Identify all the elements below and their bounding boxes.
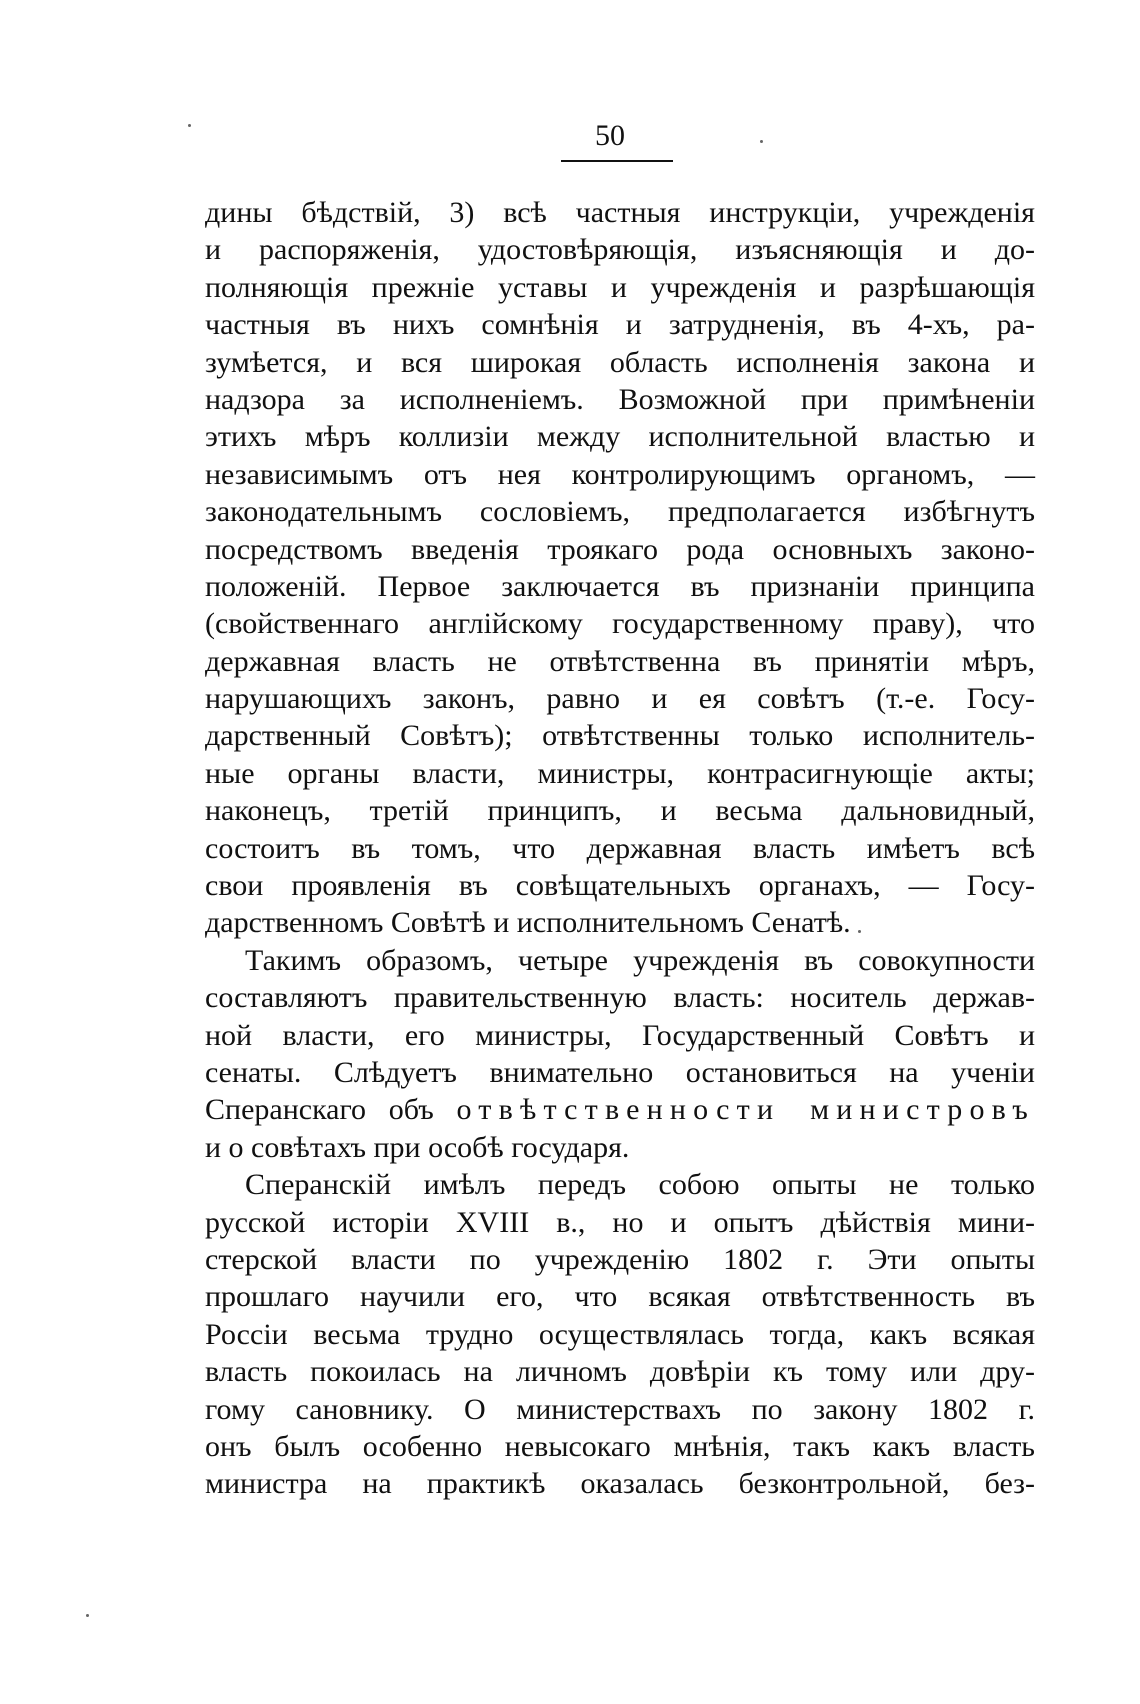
scan-speck [188,124,191,127]
scan-speck [760,140,763,143]
text-line: власть покоилась на личномъ довѣріи къ тому или дру- [205,1355,1035,1389]
text-line: и распоряженія, удостовѣряющія, изъясняющія и до- [205,233,1035,267]
text-line: дарственный Совѣтъ); отвѣтственны только исполнитель- [205,719,1035,753]
text-line: стерской власти по учрежденію 1802 г. Эти опыты [205,1242,1035,1276]
text-line: частныя въ нихъ сомнѣнія и затрудненія, въ 4-хъ, ра- [205,308,1035,342]
text-line: (свойственнаго англійскому государственному праву), что [205,607,1035,641]
text-line: дины бѣдствій, 3) всѣ частныя инструкціи, учрежденія [205,196,1035,229]
text-line: полняющія прежніе уставы и учрежденія и разрѣшающія [205,270,1035,304]
text-line: положеній. Первое заключается въ признаніи принципа [205,569,1035,603]
text-line: состоитъ въ томъ, что державная власть имѣетъ всѣ [205,831,1035,865]
text-line: независимымъ отъ нея контролирующимъ органомъ, — [205,457,1035,491]
text-line: наконецъ, третій принципъ, и весьма дальновидный, [205,794,1035,828]
text-line: Сперанскій имѣлъ передъ собою опыты не только [245,1168,1035,1202]
scan-speck [858,930,861,933]
text-line: министра на практикѣ оказалась безконтрольной, без- [205,1467,1035,1501]
text-line: этихъ мѣръ коллизіи между исполнительной властью и [205,420,1035,454]
text-line-start: Сперанскаго объ [205,1093,434,1127]
scan-speck [86,1614,89,1617]
text-line: ной власти, его министры, Государственный Совѣтъ и [205,1018,1035,1052]
text-line: онъ былъ особенно невысокаго мнѣнія, такъ какъ власть [205,1429,1035,1463]
text-line: и о совѣтахъ при особѣ государя. [205,1130,630,1164]
text-line: свои проявленія въ совѣщательныхъ органахъ, — Госу- [205,869,1035,903]
body-text [205,194,1035,1503]
text-line: зумѣется, и вся широкая область исполненія закона и [205,345,1035,379]
page-number-underline [561,160,673,162]
text-line: посредствомъ введенія троякаго рода основныхъ законо- [205,532,1035,566]
text-line: ные органы власти, министры, контрасигнующіе акты; [205,756,1035,790]
text-line: законодательнымъ сословіемъ, предполагается избѣгнутъ [205,495,1035,529]
text-line: Россіи весьма трудно осуществлялась тогда, какъ всякая [205,1317,1035,1351]
spaced-emphasis: отвѣтственности министровъ [456,1093,1035,1127]
text-line: нарушающихъ законъ, равно и ея совѣтъ (т.-е. Госу- [205,682,1035,716]
text-line-emphasis [205,1091,1035,1128]
text-line: Такимъ образомъ, четыре учрежденія въ совокупности [245,943,1035,977]
text-line: державная власть не отвѣтственна въ принятіи мѣръ, [205,644,1035,678]
text-line: прошлаго научили его, что всякая отвѣтственность въ [205,1280,1035,1314]
page-number: 50 [595,119,625,152]
text-line: надзора за исполненіемъ. Возможной при примѣненіи [205,382,1035,416]
text-line: гому сановнику. О министерствахъ по закону 1802 г. [205,1392,1035,1426]
text-line: составляютъ правительственную власть: носитель держав- [205,981,1035,1015]
text-line: сенаты. Слѣдуетъ внимательно остановиться на ученіи [205,1055,1035,1089]
text-line: дарственномъ Совѣтѣ и исполнительномъ Сенатѣ. [205,906,851,940]
text-line: русской исторіи XVIII в., но и опытъ дѣйствія мини- [205,1205,1035,1239]
